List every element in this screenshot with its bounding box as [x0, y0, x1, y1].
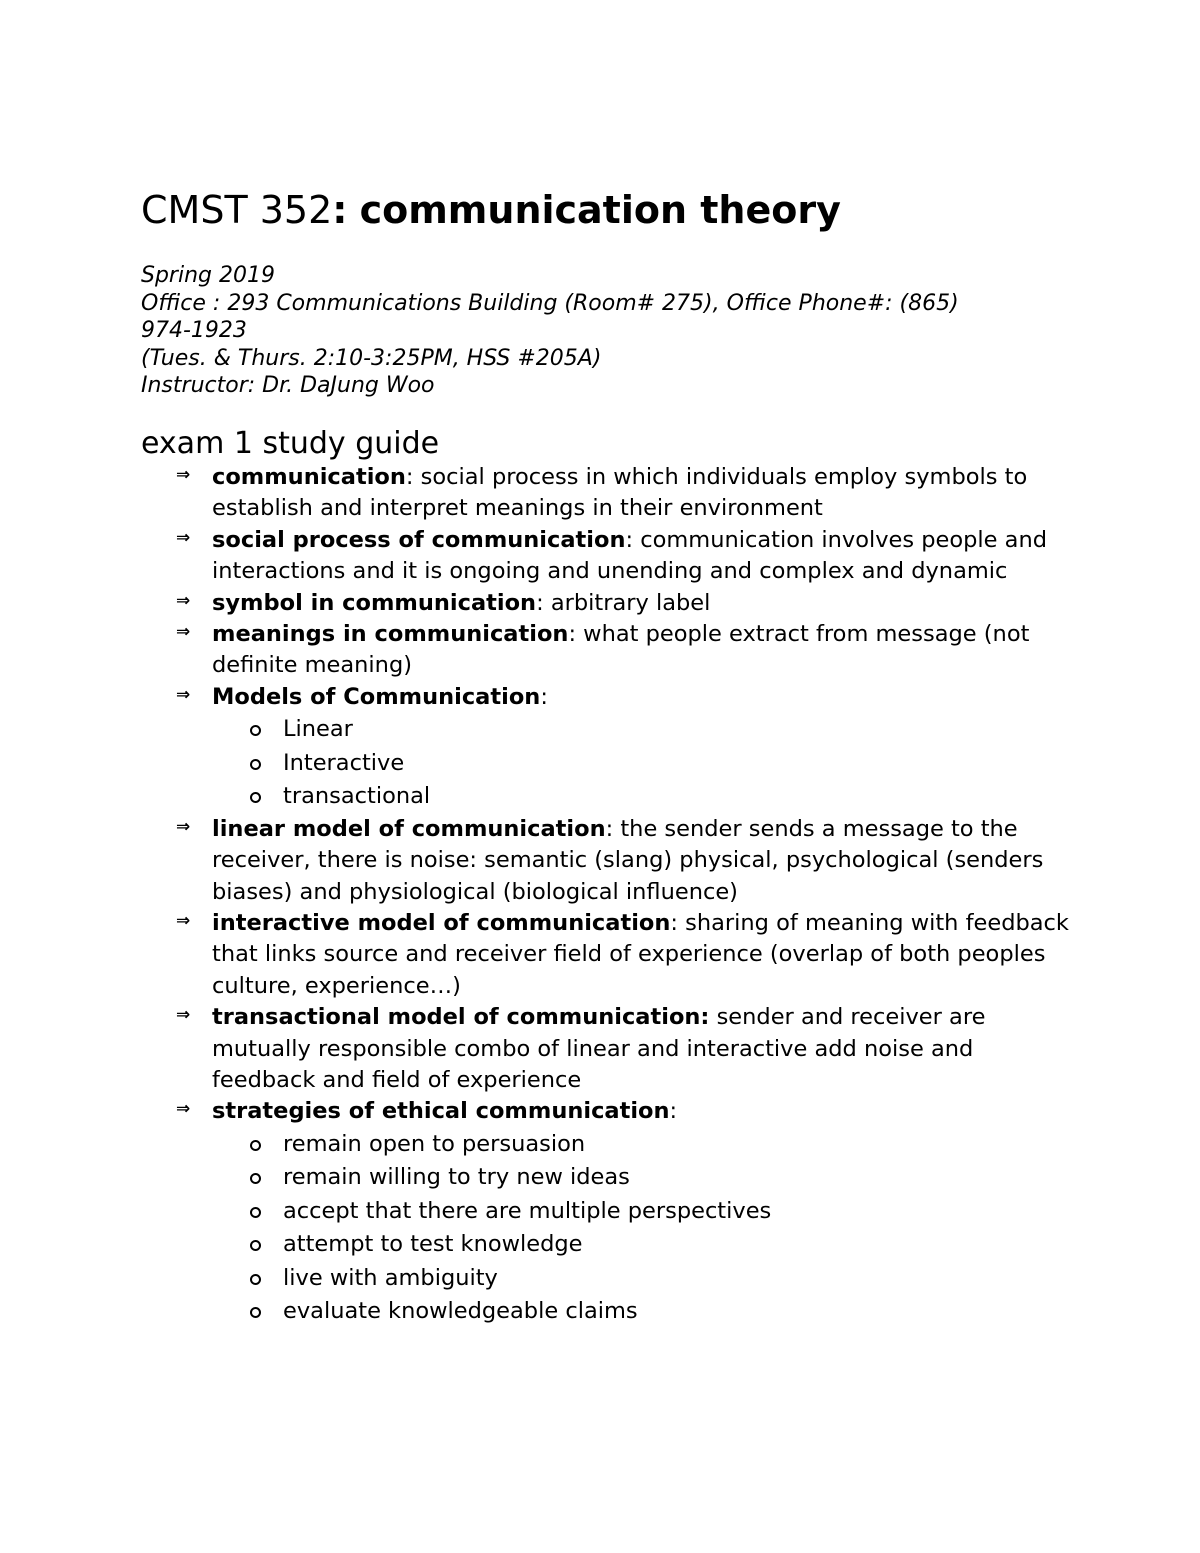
sub-list-item [0, 1195, 1200, 1229]
circle-bullet-icon [250, 1307, 261, 1318]
item-separator: : [670, 909, 678, 936]
sub-list-item [0, 780, 1200, 814]
circle-bullet-icon [250, 792, 261, 803]
circle-bullet-icon [250, 759, 261, 770]
list-item [0, 619, 1072, 682]
study-guide-list [0, 462, 1200, 1329]
sub-item-text: Interactive [283, 749, 405, 776]
list-item [0, 525, 1072, 588]
list-item [0, 462, 1072, 525]
title-separator: : [332, 188, 348, 232]
sub-list-item [0, 1128, 1200, 1162]
item-term: communication [212, 464, 406, 490]
circle-bullet-icon [250, 1173, 261, 1184]
arrow-bullet-icon: ⇒ [176, 816, 191, 837]
list-item [0, 682, 1072, 713]
item-definition: arbitrary label [543, 589, 711, 616]
arrow-bullet-icon: ⇒ [176, 684, 191, 705]
item-definition: sender and receiver are mutually responsible combo of linear and interactive add noise and feedback and field of experience [212, 1004, 986, 1093]
item-definition: the sender sends a message to the receiver, there is noise: semantic (slang) physical, psychological (senders biases) and physiological (biological influence) [212, 815, 1044, 905]
item-definition: communication involves people and interactions and it is ongoing and unending and complex and dynamic [212, 526, 1048, 585]
item-separator: : [536, 589, 544, 616]
office-info-line-2: 974-1923 [141, 318, 247, 343]
item-term: transactional model of communication: [212, 1004, 710, 1031]
item-separator: : [405, 464, 414, 490]
circle-bullet-icon [250, 1140, 261, 1151]
item-definition: what people extract from message (not definite meaning) [212, 621, 1030, 679]
office-info-line-1: Office : 293 Communications Building (Room# 275), Office Phone#: (865) [141, 290, 959, 316]
sub-item-text: attempt to test knowledge [283, 1231, 583, 1258]
list-item [0, 1096, 1072, 1127]
course-code: CMST 352 [141, 188, 333, 232]
sub-item-text: evaluate knowledgeable claims [283, 1298, 638, 1325]
course-term: Spring 2019 [141, 263, 275, 288]
class-schedule: (Tues. & Thurs. 2:10-3:25PM, HSS #205A) [141, 345, 602, 371]
sub-item-text: accept that there are multiple perspectives [283, 1197, 772, 1224]
item-term: meanings in communication [212, 621, 569, 648]
course-meta [141, 262, 1041, 400]
list-item [0, 588, 1072, 619]
course-name: communication theory [359, 188, 841, 232]
item-separator: : [605, 815, 614, 842]
item-term: symbol in communication [212, 589, 537, 616]
item-term: interactive model of communication [212, 909, 671, 936]
sub-item-text: transactional [283, 783, 431, 810]
sub-item-text: remain open to persuasion [283, 1130, 586, 1157]
list-item [0, 814, 1072, 908]
item-term: linear model of communication [212, 815, 606, 842]
sub-item-text: remain willing to try new ideas [283, 1164, 630, 1191]
sub-item-text: Linear [283, 716, 353, 743]
circle-bullet-icon [250, 1240, 261, 1251]
item-separator: : [540, 683, 548, 710]
page-title [141, 186, 841, 234]
arrow-bullet-icon: ⇒ [176, 1099, 191, 1120]
section-heading: exam 1 study guide [141, 426, 440, 461]
arrow-bullet-icon: ⇒ [176, 1005, 191, 1026]
sub-list-item [0, 1295, 1200, 1329]
item-term: social process of communication [212, 526, 626, 553]
sub-list-item [0, 1228, 1200, 1262]
arrow-bullet-icon: ⇒ [176, 910, 191, 931]
item-definition: sharing of meaning with feedback that links source and receiver field of experience (overlap of both peoples culture, experience…) [212, 909, 1069, 999]
sub-item-text: live with ambiguity [283, 1264, 498, 1291]
instructor: Instructor: Dr. DaJung Woo [141, 373, 435, 398]
arrow-bullet-icon: ⇒ [176, 590, 191, 611]
arrow-bullet-icon: ⇒ [176, 527, 191, 548]
item-term: strategies of ethical communication [212, 1098, 670, 1125]
sub-list-item [0, 713, 1200, 747]
item-separator: : [669, 1098, 678, 1125]
arrow-bullet-icon: ⇒ [176, 622, 191, 643]
arrow-bullet-icon: ⇒ [176, 465, 191, 485]
item-separator: : [568, 621, 577, 648]
list-item [0, 908, 1072, 1002]
circle-bullet-icon [250, 1274, 261, 1285]
item-definition: social process in which individuals employ symbols to establish and interpret meanings in their environment [212, 464, 1028, 522]
item-term: Models of Communication [212, 683, 541, 710]
circle-bullet-icon [250, 1207, 261, 1218]
sub-list-item [0, 1262, 1200, 1296]
list-item [0, 1002, 1072, 1096]
sub-list-item [0, 1161, 1200, 1195]
sub-list-item [0, 747, 1200, 781]
circle-bullet-icon [250, 725, 261, 736]
item-separator: : [625, 526, 634, 553]
